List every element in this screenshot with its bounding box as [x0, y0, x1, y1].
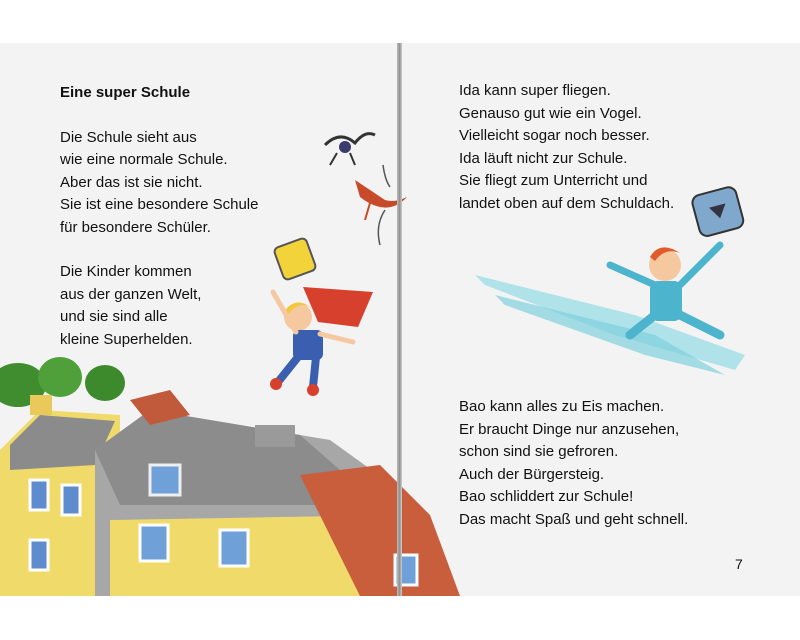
text-line: für besondere Schüler. [60, 218, 211, 236]
page-number: 7 [735, 556, 743, 572]
text-line: Er braucht Dinge nur anzusehen, [459, 420, 680, 438]
text-line: Das macht Spaß und geht schnell. [459, 510, 689, 528]
text-line: Ida kann super fliegen. [459, 82, 611, 99]
book-gutter [397, 43, 402, 596]
ice-sliding-boy-illustration [455, 185, 765, 385]
text-line: Bao schliddert zur Schule! [459, 488, 634, 505]
text-line: Sie fliegt zum Unterricht und [459, 172, 648, 189]
right-text-block-bottom [459, 396, 688, 531]
right-text-block-top [459, 80, 674, 215]
text-line: kleine Superhelden. [60, 330, 193, 348]
text-line: landet oben auf dem Schuldach. [459, 194, 675, 212]
text-line: Vielleicht sogar noch besser. [459, 127, 650, 144]
text-line: Auch der Bürgersteig. [459, 465, 605, 483]
text-line: schon sind sie gefroren. [459, 443, 619, 460]
text-line: Bao kann alles zu Eis machen. [459, 398, 665, 415]
text-line: Sie ist eine besondere Schule [60, 196, 259, 213]
text-line: Ida läuft nicht zur Schule. [459, 149, 628, 167]
text-line: Die Kinder kommen [60, 263, 192, 280]
text-line: Aber das ist sie nicht. [60, 173, 203, 191]
text-line: aus der ganzen Welt, [60, 285, 202, 303]
text-line: Die Schule sieht aus [60, 128, 197, 146]
text-line: wie eine normale Schule. [60, 151, 228, 168]
chapter-title: Eine super Schule [60, 84, 191, 101]
left-text-block [60, 82, 258, 351]
flying-girl-illustration [258, 232, 383, 402]
text-line: und sie sind alle [60, 308, 168, 325]
school-building-illustration [0, 355, 460, 596]
text-line: Genauso gut wie ein Vogel. [459, 104, 642, 122]
